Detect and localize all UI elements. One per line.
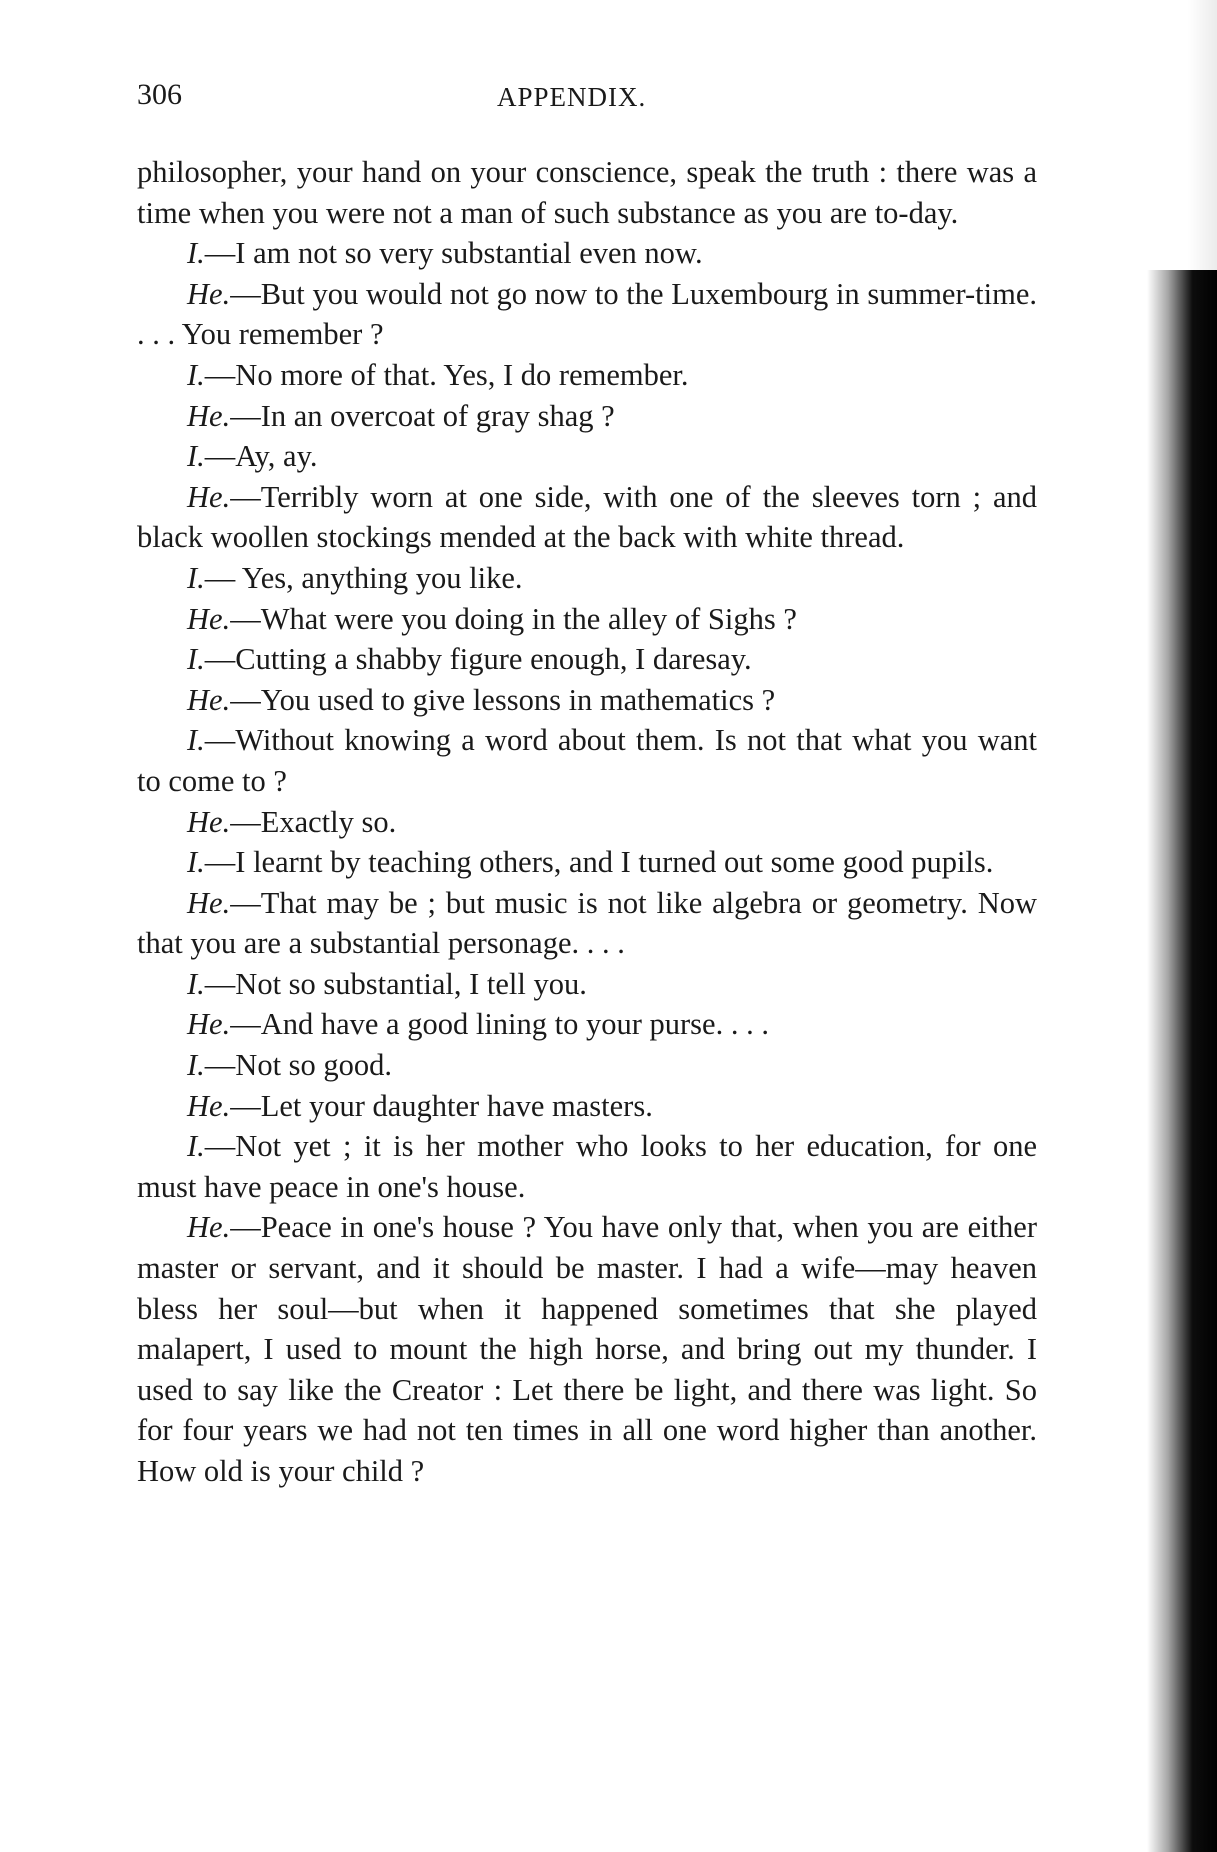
binding-shadow [1147,270,1217,1852]
speaker-label: He. [187,1210,231,1245]
speaker-label: He. [187,682,231,717]
speaker-label: I. [187,236,205,271]
running-head: APPENDIX. [497,82,647,112]
paragraph [137,152,1037,233]
dialogue-line [137,233,1037,274]
dialogue-line [137,355,1037,396]
dialogue-text: —Terribly worn at one side, with one of the sleeves torn ; and black woollen stockings mended at the back with white thread. [137,479,1037,555]
page-header [137,78,1037,118]
dialogue-line [137,883,1037,964]
speaker-label: I. [187,439,205,474]
dialogue-line [137,1207,1037,1491]
speaker-label: He. [187,398,231,433]
dialogue-line [137,802,1037,843]
dialogue-text: —I learnt by teaching others, and I turned out some good pupils. [204,845,994,880]
dialogue-line [137,599,1037,640]
speaker-label: He. [187,1088,231,1123]
dialogue-text: —And have a good lining to your purse. . . . [230,1007,769,1042]
speaker-label: I. [187,845,205,880]
dialogue-text: —Let your daughter have masters. [230,1088,653,1123]
dialogue-line [137,680,1037,721]
speaker-label: I. [187,560,205,595]
dialogue-line [137,436,1037,477]
speaker-label: I. [187,966,205,1001]
dialogue-text: —Peace in one's house ? You have only that, when you are either master or servant, and it should be master. I had a wife—may heaven bless her soul—but when it happened sometimes that she played malapert, I used to mount the high horse, and bring out my thunder. I used to say like the Creator : Let there be light, and there was light. So for four years we had not ten times in all one word higher than another. How old is your child ? [137,1210,1037,1488]
dialogue-line [137,396,1037,437]
dialogue-line [137,720,1037,801]
dialogue-line [137,1126,1037,1207]
dialogue-text: —No more of that. Yes, I do remember. [204,357,689,392]
dialogue-text: — Yes, anything you like. [204,560,523,595]
dialogue-text: —Not so substantial, I tell you. [204,966,587,1001]
speaker-label: He. [187,276,231,311]
dialogue-line [137,842,1037,883]
dialogue-text: —But you would not go now to the Luxembourg in summer-time. . . . You remember ? [137,276,1037,352]
dialogue-text: —Ay, ay. [204,439,318,474]
speaker-label: I. [187,1129,205,1164]
speaker-label: He. [187,479,231,514]
speaker-label: I. [187,642,205,677]
dialogue-text: —I am not so very substantial even now. [204,236,703,271]
speaker-label: I. [187,1048,205,1083]
speaker-label: He. [187,804,231,839]
speaker-label: I. [187,723,205,758]
dialogue-text: —Cutting a shabby figure enough, I daresay. [204,642,752,677]
dialogue-line [137,1045,1037,1086]
dialogue-line [137,964,1037,1005]
dialogue-text: —You used to give lessons in mathematics ? [230,682,776,717]
speaker-label: He. [187,1007,231,1042]
dialogue-line [137,274,1037,355]
dialogue-text: —Not yet ; it is her mother who looks to her education, for one must have peace in one's house. [137,1129,1037,1204]
dialogue-text: —That may be ; but music is not like algebra or geometry. Now that you are a substantial personage. . . . [137,885,1037,961]
dialogue-line [137,639,1037,680]
speaker-label: He. [187,885,231,920]
dialogue-line [137,1004,1037,1045]
speaker-label: He. [187,601,231,636]
speaker-label: I. [187,357,205,392]
dialogue-text: —Without knowing a word about them. Is not that what you want to come to ? [137,723,1037,798]
dialogue-text: —Exactly so. [230,804,397,839]
dialogue-text: —In an overcoat of gray shag ? [230,398,615,433]
page-number: 306 [137,78,182,111]
dialogue-text: —Not so good. [204,1048,393,1083]
body-text [137,152,1037,1492]
paragraph-text: philosopher, your hand on your conscience, speak the truth : there was a time when you were not a man of such substance as you are to-day. [137,155,1037,230]
dialogue-line [137,1086,1037,1127]
dialogue-text: —What were you doing in the alley of Sighs ? [230,601,797,636]
dialogue-line [137,477,1037,558]
dialogue-line [137,558,1037,599]
binding-shadow-top [1187,0,1217,270]
